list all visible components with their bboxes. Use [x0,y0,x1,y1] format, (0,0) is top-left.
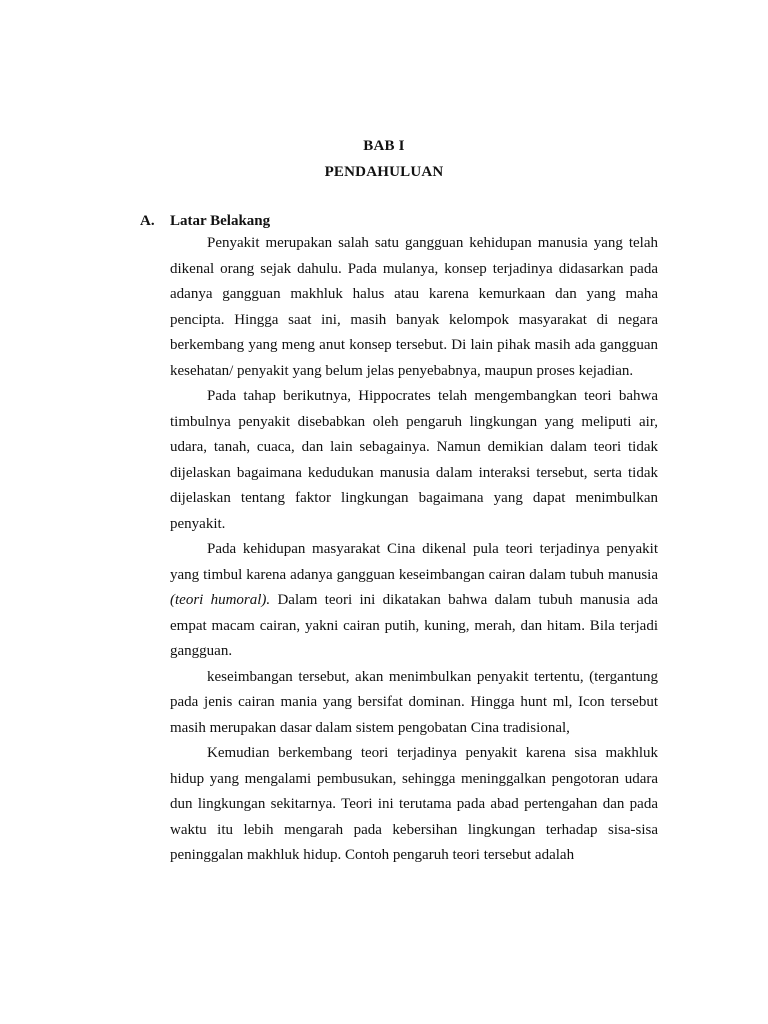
chapter-subtitle: PENDAHULUAN [324,164,444,180]
paragraph-text: Dalam teori ini dikatakan bahwa dalam tubuh manusia ada empat macam cairan, yakni cairan putih, kuning, merah, dan hitam. Bila terjadi gangguan. [170,592,658,659]
body-text [170,231,658,869]
paragraph: Pada tahap berikutnya, Hippocrates telah mengembangkan teori bahwa timbulnya penyakit disebabkan oleh pengaruh lingkungan yang meliputi air, udara, tanah, cuaca, dan lain sebagainya. Namun demikian dalam teori tidak dijelaskan bagaimana kedudukan manusia dalam interaksi tersebut, serta tidak dijelaskan tentang faktor lingkungan bagaimana yang dapat menimbulkan penyakit. [170,388,658,532]
paragraph-text: Pada kehidupan masyarakat Cina dikenal pula teori terjadinya penyakit yang timbul karena adanya gangguan keseimbangan cairan dalam tubuh manusia [170,541,658,583]
paragraph: Kemudian berkembang teori terjadinya penyakit karena sisa makhluk hidup yang mengalami pembusukan, sehingga meninggalkan pengotoran udara dun lingkungan sekitarnya. Teori ini terutama pada abad pertengahan dan pada waktu itu lebih mengarah pada kebersihan lingkungan terhadap sisa-sisa peninggalan makhluk hidup. Contoh pengaruh teori tersebut adalah [170,745,658,863]
section-letter: A. [140,213,155,229]
paragraph-italic-text: (teori humoral). [170,592,271,608]
section-title: Latar Belakang [170,213,271,229]
paragraph: keseimbangan tersebut, akan menimbulkan penyakit tertentu, (tergantung pada jenis cairan mania yang bersifat dominan. Hingga hunt ml, Icon tersebut masih merupakan dasar dalam sistem pengobatan Cina tradisional, [170,668,658,736]
paragraph: Penyakit merupakan salah satu gangguan kehidupan manusia yang telah dikenal orang sejak dahulu. Pada mulanya, konsep terjadinya didasarkan pada adanya gangguan makhluk halus atau karena kemurkaan dan yang maha pencipta. Hingga saat ini, masih banyak kelompok masyarakat di negara berkembang yang meng anut konsep tersebut. Di lain pihak masih ada gangguan kesehatan/ penyakit yang belum jelas penyebabnya, maupun proses kejadian. [170,235,658,379]
paragraph [170,537,658,665]
chapter-title: BAB I [363,138,405,154]
section-heading [140,213,270,230]
